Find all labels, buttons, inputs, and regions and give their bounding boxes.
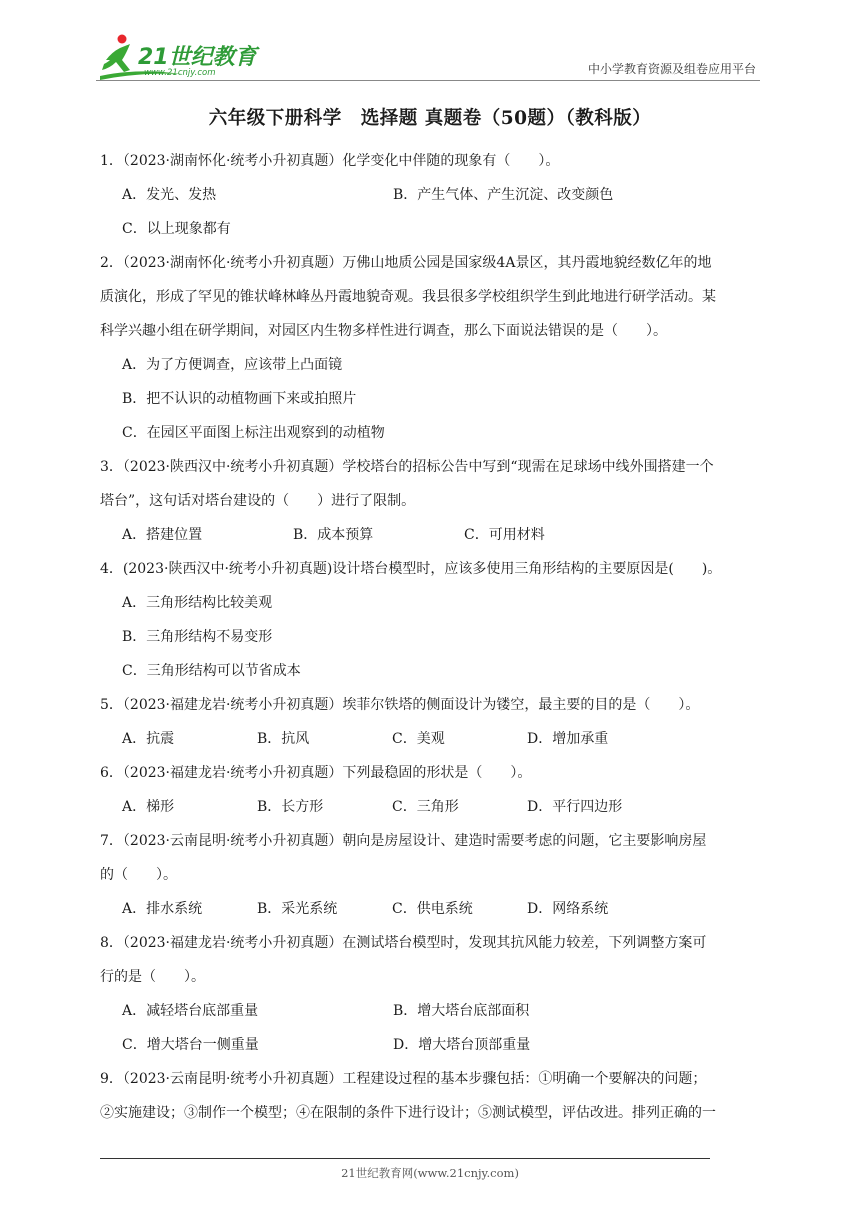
options-group bbox=[100, 348, 764, 450]
answer-option: C．以上现象都有 bbox=[122, 221, 231, 237]
answer-option: B．抗风 bbox=[257, 731, 310, 747]
svg-text:www.21cnjy.com: www.21cnjy.com bbox=[144, 68, 216, 78]
answer-option: A．三角形结构比较美观 bbox=[122, 595, 273, 611]
question-2 bbox=[100, 246, 764, 450]
answer-option: C．三角形 bbox=[392, 799, 459, 815]
answer-option: B．采光系统 bbox=[257, 901, 338, 917]
options-group bbox=[100, 178, 764, 246]
question-stem-line: 5．（2023·福建龙岩·统考小升初真题）埃菲尔铁塔的侧面设计为镂空，最主要的目的是（ ）。 bbox=[100, 697, 700, 713]
options-group bbox=[100, 790, 764, 824]
question-4 bbox=[100, 552, 764, 688]
question-stem-line: 的（ ）。 bbox=[100, 867, 177, 883]
question-stem-line: 8．（2023·福建龙岩·统考小升初真题）在测试塔台模型时，发现其抗风能力较差，下列调整方案可 bbox=[100, 935, 707, 951]
question-stem-line: 3．（2023·陕西汉中·统考小升初真题）学校塔台的招标公告中写到“现需在足球场中线外围搭建一个 bbox=[100, 459, 714, 475]
options-group bbox=[100, 994, 764, 1062]
answer-option: D．增大塔台顶部重量 bbox=[393, 1037, 531, 1053]
question-stem-line: ②实施建设；③制作一个模型；④在限制的条件下进行设计；⑤测试模型，评估改进。排列正确的一 bbox=[100, 1105, 716, 1121]
question-list bbox=[100, 144, 764, 1130]
question-3 bbox=[100, 450, 764, 552]
answer-option: A．梯形 bbox=[122, 799, 175, 815]
question-7 bbox=[100, 824, 764, 926]
footer-divider bbox=[100, 1158, 710, 1159]
options-group bbox=[100, 722, 764, 756]
question-stem-line: 9．（2023·云南昆明·统考小升初真题）工程建设过程的基本步骤包括：①明确一个要解决的问题； bbox=[100, 1071, 707, 1087]
answer-option: B．三角形结构不易变形 bbox=[122, 629, 273, 645]
question-stem-line: 质演化，形成了罕见的锥状峰林峰丛丹霞地貌奇观。我县很多学校组织学生到此地进行研学活动。某 bbox=[100, 289, 716, 305]
answer-option: A．抗震 bbox=[122, 731, 175, 747]
answer-option: A．减轻塔台底部重量 bbox=[122, 1003, 259, 1019]
question-stem-line: 2．（2023·湖南怀化·统考小升初真题）万佛山地质公园是国家级4A景区，其丹霞地貌经数亿年的地 bbox=[100, 255, 712, 271]
answer-option: C．增大塔台一侧重量 bbox=[122, 1037, 259, 1053]
answer-option: C．供电系统 bbox=[392, 901, 473, 917]
platform-name: 中小学教育资源及组卷应用平台 bbox=[587, 62, 756, 76]
answer-option: B．成本预算 bbox=[293, 527, 374, 543]
answer-option: C．在园区平面图上标注出观察到的动植物 bbox=[122, 425, 385, 441]
answer-option: B．产生气体、产生沉淀、改变颜色 bbox=[393, 187, 614, 203]
options-group bbox=[100, 518, 764, 552]
question-stem-line: 7．（2023·云南昆明·统考小升初真题）朝向是房屋设计、建造时需要考虑的问题，它主要影响房屋 bbox=[100, 833, 707, 849]
question-stem-line: 塔台”，这句话对塔台建设的（ ）进行了限制。 bbox=[100, 493, 416, 509]
question-stem-line: 行的是（ ）。 bbox=[100, 969, 205, 985]
answer-option: B．把不认识的动植物画下来或拍照片 bbox=[122, 391, 357, 407]
answer-option: D．网络系统 bbox=[527, 901, 609, 917]
question-5 bbox=[100, 688, 764, 756]
header-divider bbox=[96, 80, 760, 81]
answer-option: B．长方形 bbox=[257, 799, 324, 815]
page-header bbox=[0, 0, 860, 90]
question-stem-line: 科学兴趣小组在研学期间，对园区内生物多样性进行调查，那么下面说法错误的是（ ）。 bbox=[100, 323, 667, 339]
answer-option: A．搭建位置 bbox=[122, 527, 203, 543]
answer-option: D．增加承重 bbox=[527, 731, 609, 747]
question-stem-line: 4．(2023·陕西汉中·统考小升初真题)设计塔台模型时，应该多使用三角形结构的主要原因是( )。 bbox=[100, 561, 722, 577]
answer-option: C．三角形结构可以节省成本 bbox=[122, 663, 301, 679]
question-8 bbox=[100, 926, 764, 1062]
answer-option: D．平行四边形 bbox=[527, 799, 623, 815]
page-title: 六年级下册科学 选择题 真题卷（50题）（教科版） bbox=[208, 108, 652, 129]
options-group bbox=[100, 586, 764, 688]
answer-option: C．可用材料 bbox=[464, 527, 545, 543]
options-group bbox=[100, 892, 764, 926]
svg-text:21世纪教育: 21世纪教育 bbox=[138, 45, 257, 70]
question-stem-line: 1．（2023·湖南怀化·统考小升初真题）化学变化中伴随的现象有（ ）。 bbox=[100, 153, 560, 169]
page-footer: 21世纪教育网(www.21cnjy.com) bbox=[341, 1166, 519, 1180]
answer-option: A．为了方便调查，应该带上凸面镜 bbox=[122, 357, 343, 373]
question-stem-line: 6．（2023·福建龙岩·统考小升初真题）下列最稳固的形状是（ ）。 bbox=[100, 765, 532, 781]
answer-option: A．发光、发热 bbox=[122, 187, 217, 203]
question-6 bbox=[100, 756, 764, 824]
question-1 bbox=[100, 144, 764, 246]
answer-option: A．排水系统 bbox=[122, 901, 203, 917]
answer-option: C．美观 bbox=[392, 731, 445, 747]
logo-icon bbox=[96, 30, 276, 82]
answer-option: B．增大塔台底部面积 bbox=[393, 1003, 530, 1019]
question-9 bbox=[100, 1062, 764, 1130]
